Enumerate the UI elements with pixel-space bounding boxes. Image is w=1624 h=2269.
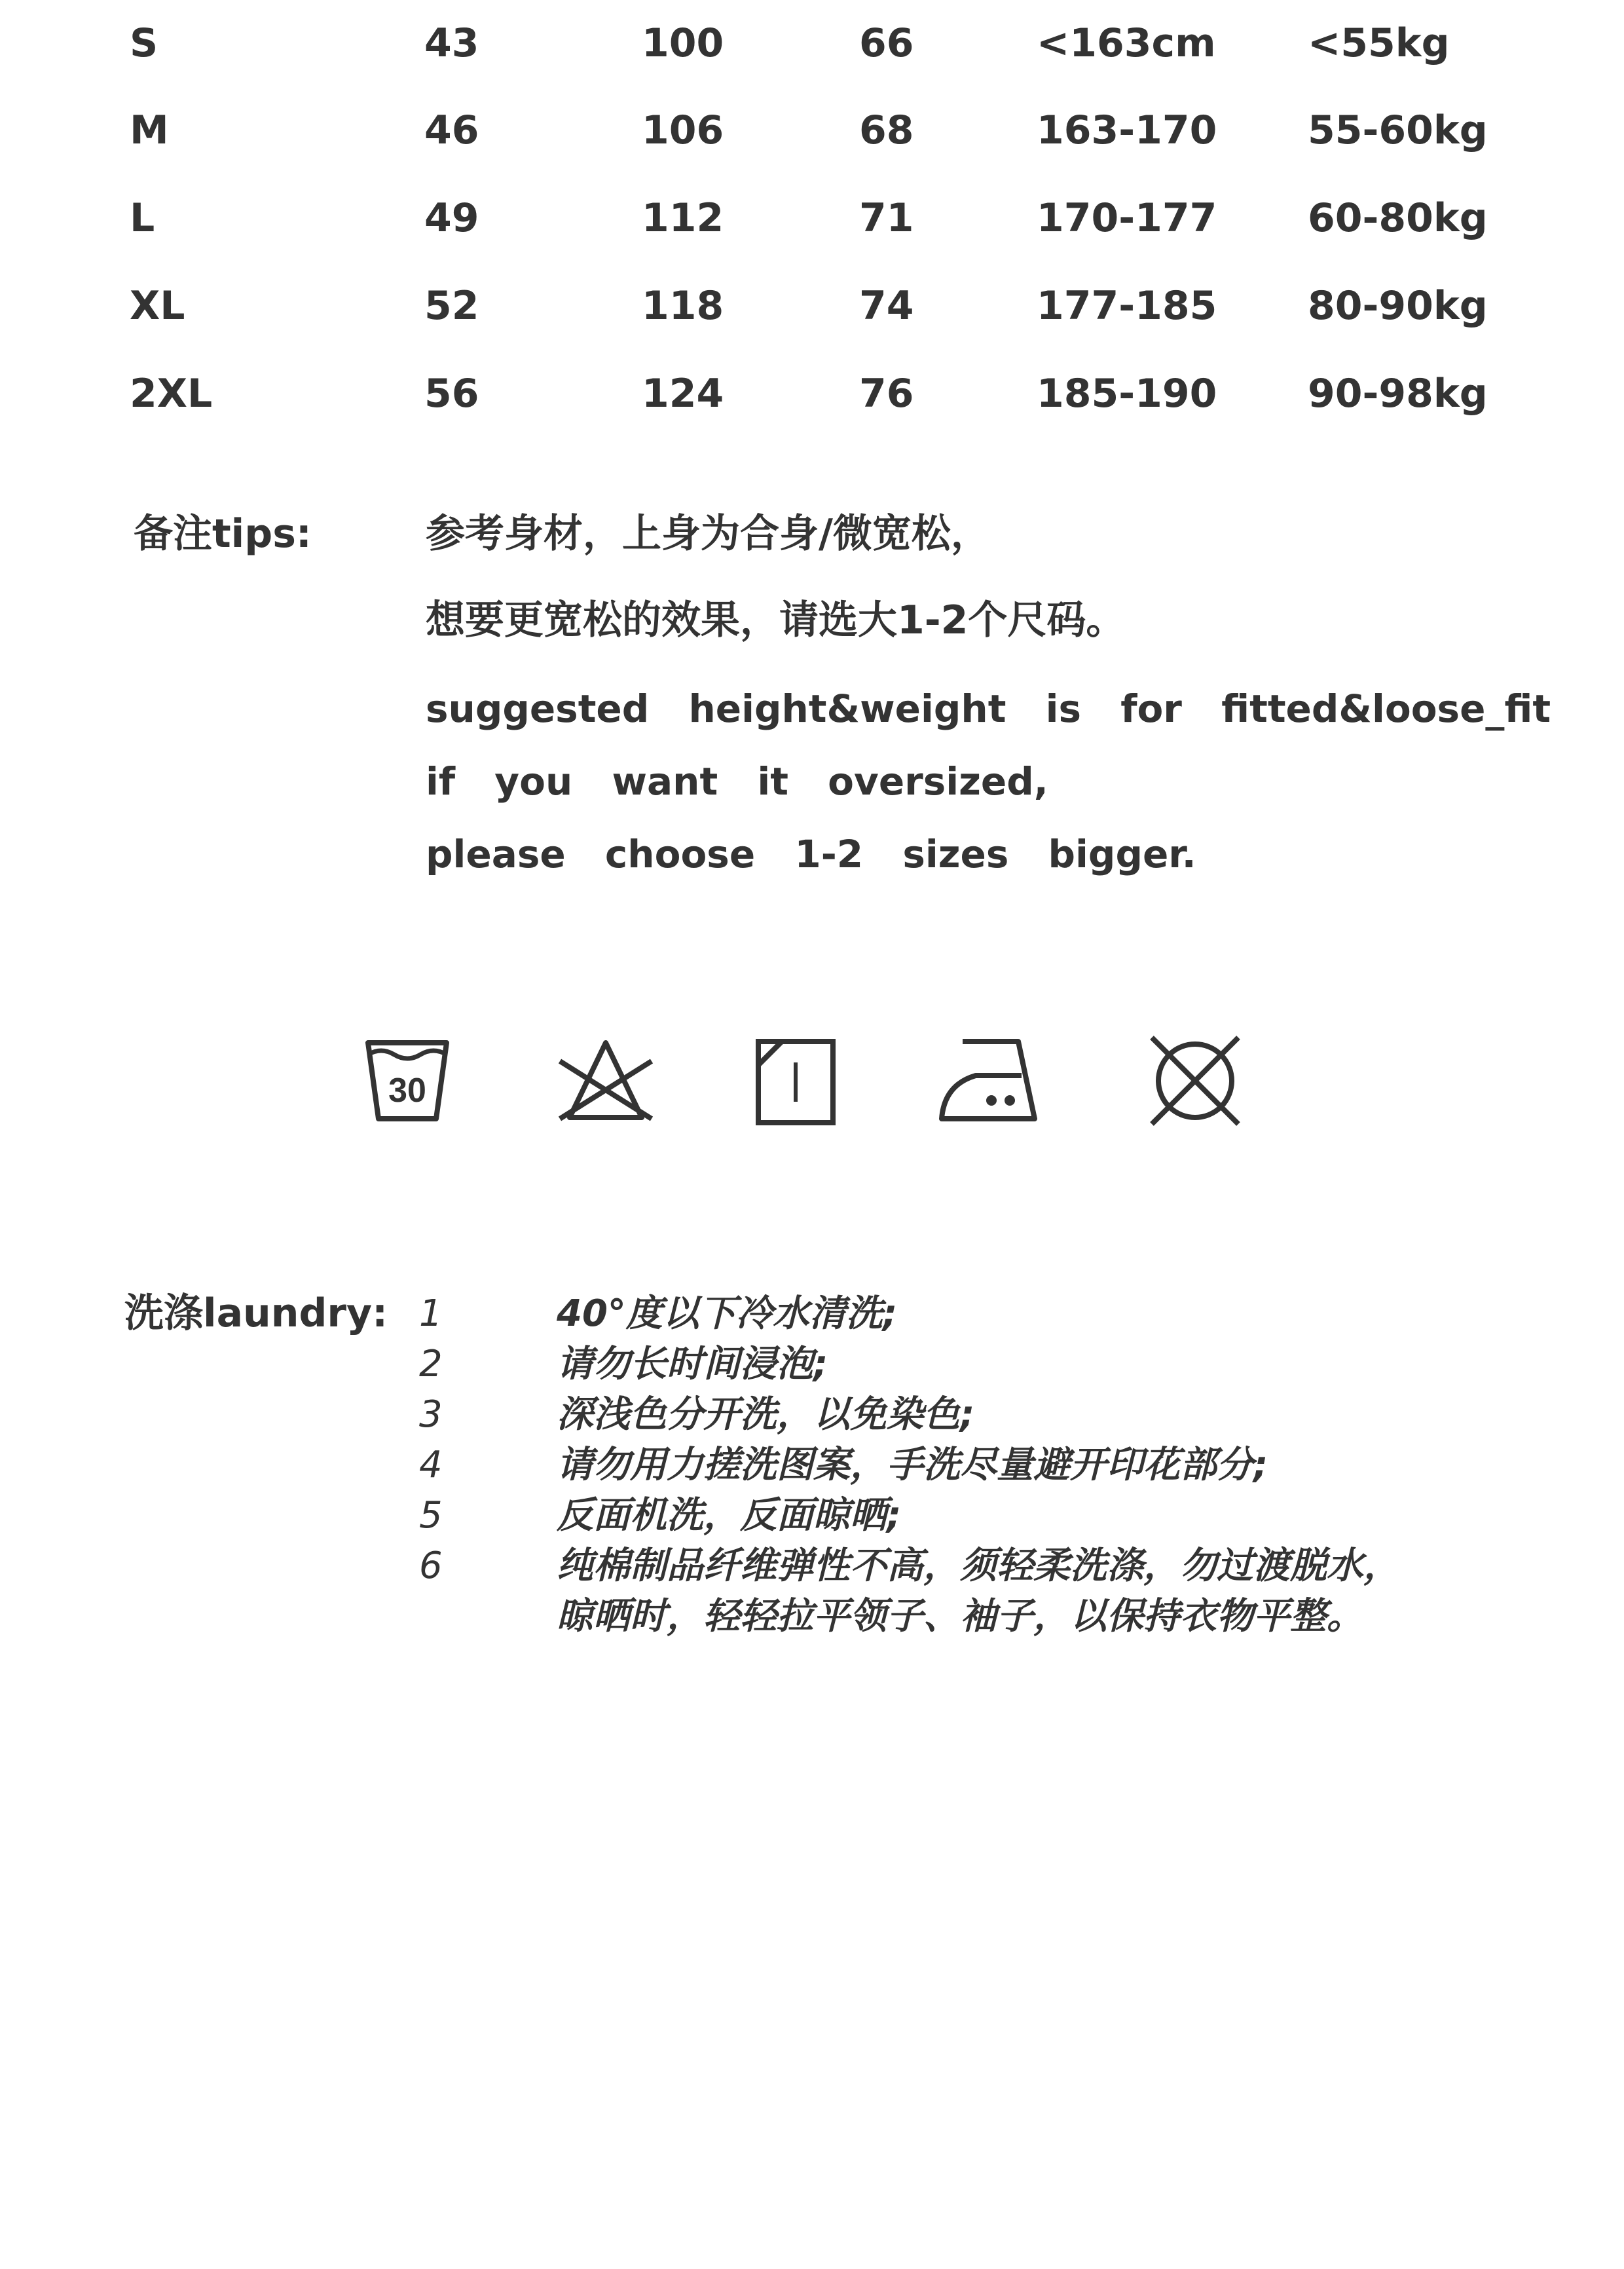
- size-cell: 177-185: [1037, 283, 1217, 329]
- size-cell: <163cm: [1037, 20, 1216, 66]
- size-cell: 43: [424, 20, 479, 66]
- laundry-item-number: 2: [419, 1343, 443, 1385]
- do-not-bleach-icon: [557, 1035, 655, 1127]
- size-cell: 80-90kg: [1308, 283, 1488, 329]
- laundry-item-number: 1: [419, 1292, 443, 1335]
- size-cell: 124: [642, 371, 724, 417]
- size-cell: S: [130, 20, 158, 66]
- laundry-item-text: 40°度以下冷水清洗;: [557, 1292, 898, 1335]
- size-cell: 68: [859, 107, 914, 153]
- laundry-label: 洗涤laundry:: [124, 1290, 388, 1336]
- wash-temperature-text: 30: [388, 1072, 426, 1110]
- size-cell: 76: [859, 371, 914, 417]
- size-cell: 118: [642, 283, 724, 329]
- care-icons-row: [0, 1022, 1624, 1140]
- tips-en-line: if you want it oversized,: [426, 759, 1048, 804]
- tips-label: 备注tips:: [134, 511, 312, 557]
- size-cell: 66: [859, 20, 914, 66]
- size-cell: 52: [424, 283, 479, 329]
- laundry-item-text: 请勿长时间浸泡;: [557, 1343, 828, 1385]
- laundry-item-number: 5: [419, 1494, 443, 1537]
- tips-en-line: please choose 1-2 sizes bigger.: [426, 832, 1196, 876]
- size-cell: 55-60kg: [1308, 107, 1488, 153]
- size-row-m: [0, 91, 1624, 170]
- size-cell: M: [130, 107, 169, 153]
- size-cell: 90-98kg: [1308, 371, 1488, 417]
- tips-zh-line: 想要更宽松的效果，请选大1-2个尺码。: [426, 597, 1126, 643]
- size-cell: 163-170: [1037, 107, 1217, 153]
- size-cell: <55kg: [1308, 20, 1450, 66]
- size-cell: 74: [859, 283, 914, 329]
- size-cell: 106: [642, 107, 724, 153]
- laundry-item-text: 深浅色分开洗，以免染色;: [557, 1393, 975, 1436]
- size-cell: 100: [642, 20, 724, 66]
- line-dry-icon: [753, 1036, 838, 1128]
- size-cell: 56: [424, 371, 479, 417]
- tips-zh-line: 参考身材，上身为合身/微宽松，: [426, 511, 990, 557]
- size-cell: 2XL: [130, 371, 213, 417]
- wash-30-icon: [361, 1035, 453, 1127]
- size-cell: XL: [130, 283, 185, 329]
- size-cell: 185-190: [1037, 371, 1217, 417]
- laundry-item-number: 3: [419, 1393, 443, 1436]
- do-not-tumble-dry-icon: [1143, 1028, 1247, 1133]
- size-cell: 46: [424, 107, 479, 153]
- size-cell: 60-80kg: [1308, 195, 1488, 241]
- size-cell: L: [130, 195, 155, 241]
- laundry-item-number: 6: [419, 1545, 443, 1587]
- size-row-2xl: [0, 354, 1624, 433]
- iron-medium-icon: [936, 1035, 1041, 1127]
- size-row-s: [0, 4, 1624, 83]
- laundry-item-number: 4: [419, 1444, 443, 1486]
- tips-en-line: suggested height&weight is for fitted&loose_fit: [426, 686, 1551, 731]
- size-cell: 170-177: [1037, 195, 1217, 241]
- laundry-item-text: 纯棉制品纤维弹性不高，须轻柔洗涤，勿过渡脱水，: [557, 1545, 1400, 1587]
- size-cell: 71: [859, 195, 914, 241]
- laundry-item-text: 反面机洗，反面晾晒;: [557, 1494, 902, 1537]
- laundry-item-text: 晾晒时，轻轻拉平领子、袖子，以保持衣物平整。: [557, 1595, 1363, 1638]
- laundry-item-text: 请勿用力搓洗图案，手洗尽量避开印花部分;: [557, 1444, 1268, 1486]
- size-row-xl: [0, 267, 1624, 345]
- size-cell: 112: [642, 195, 724, 241]
- size-cell: 49: [424, 195, 479, 241]
- size-row-l: [0, 179, 1624, 257]
